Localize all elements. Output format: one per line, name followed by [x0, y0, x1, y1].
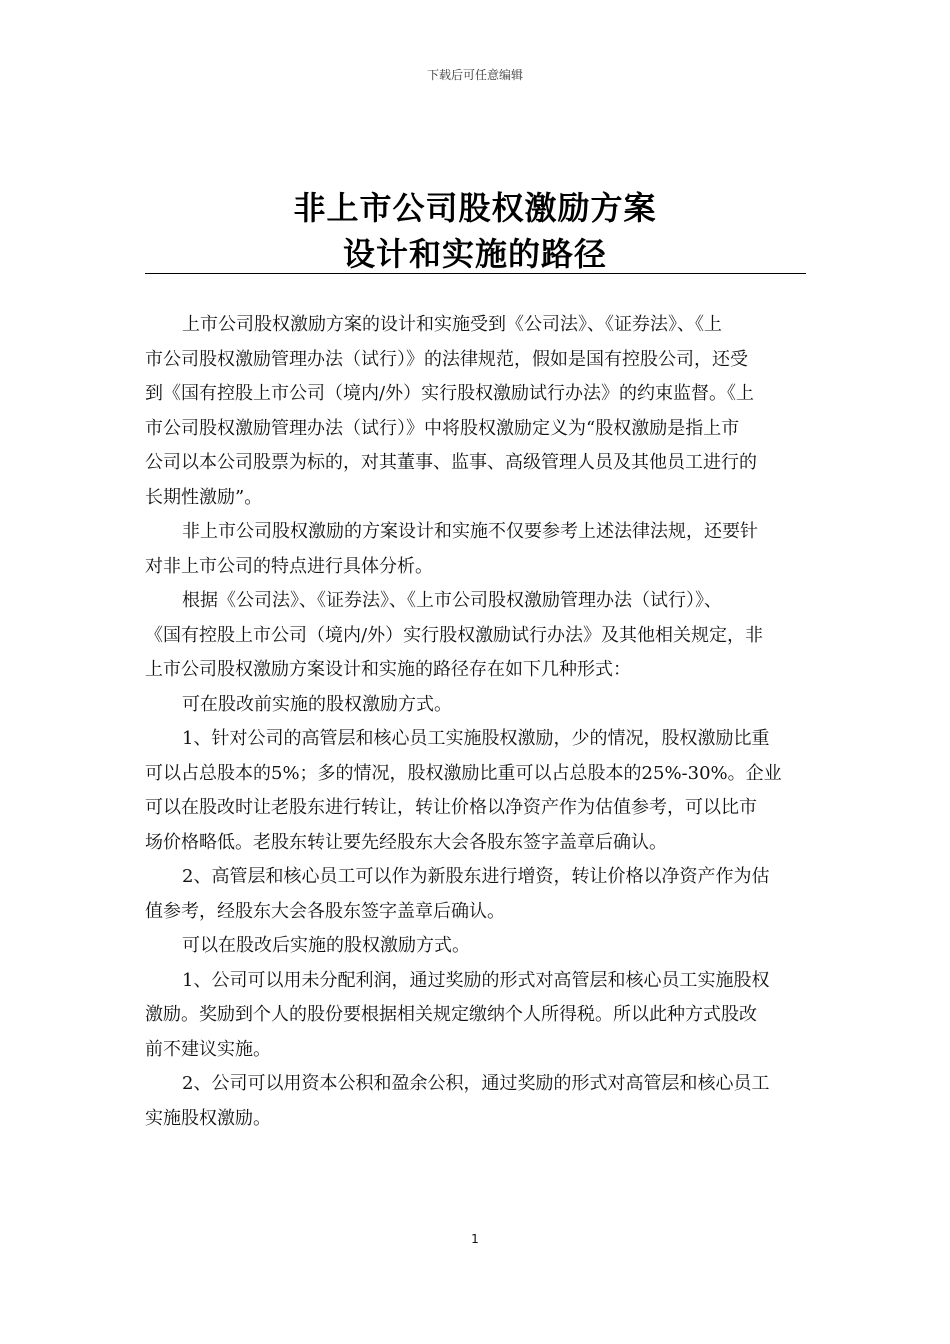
- text-line: 《国有控股上市公司（境内/外）实行股权激励试行办法》及其他相关规定，非: [145, 624, 764, 646]
- document-body: [145, 310, 805, 1138]
- text-line: 市公司股权激励管理办法（试行）》中将股权激励定义为“股权激励是指上市: [145, 417, 740, 439]
- text-line: 可以在股改后实施的股权激励方式。: [182, 935, 470, 956]
- text-line: 上市公司股权激励方案设计和实施的路径存在如下几种形式：: [145, 659, 631, 680]
- text-line: 实施股权激励。: [145, 1107, 271, 1129]
- page-number: 1: [471, 1232, 479, 1246]
- text-line: 可在股改前实施的股权激励方式。: [182, 693, 452, 715]
- text-line: 1、针对公司的高管层和核心员工实施股权激励，少的情况，股权激励比重: [182, 728, 770, 749]
- text-line: 根据《公司法》、《证券法》、《上市公司股权激励管理办法（试行）》、: [182, 590, 722, 611]
- document-title-line1: 非上市公司股权激励方案: [293, 189, 657, 227]
- text-line: 对非上市公司的特点进行具体分析。: [145, 555, 433, 577]
- text-line: 长期性激励”。: [145, 486, 263, 508]
- text-line: 2、高管层和核心员工可以作为新股东进行增资，转让价格以净资产作为估: [182, 866, 770, 887]
- text-line: 非上市公司股权激励的方案设计和实施不仅要参考上述法律法规，还要针: [182, 521, 758, 542]
- text-line: 到《国有控股上市公司（境内/外）实行股权激励试行办法》的约束监督。《上: [145, 383, 755, 404]
- document-title-line2: 设计和实施的路径: [342, 235, 607, 273]
- text-line: 公司以本公司股票为标的，对其董事、监事、高级管理人员及其他员工进行的: [145, 452, 757, 473]
- text-line: 上市公司股权激励方案的设计和实施受到《公司法》、《证券法》、《上: [182, 314, 722, 335]
- text-line: 1、公司可以用未分配利润，通过奖励的形式对高管层和核心员工实施股权: [182, 969, 770, 991]
- text-line: 激励。奖励到个人的股份要根据相关规定缴纳个人所得税。所以此种方式股改: [145, 1004, 757, 1025]
- text-line: 2、公司可以用资本公积和盈余公积，通过奖励的形式对高管层和核心员工: [182, 1073, 770, 1094]
- header-note: 下载后可任意编辑: [426, 68, 523, 82]
- text-line: 可以占总股本的5%；多的情况，股权激励比重可以占总股本的25%-30%。企业: [145, 762, 782, 784]
- title-underline: [145, 273, 806, 274]
- text-line: 前不建议实施。: [145, 1038, 271, 1060]
- text-line: 市公司股权激励管理办法（试行）》的法律规范，假如是国有控股公司，还受: [145, 348, 748, 370]
- text-line: 场价格略低。老股东转让要先经股东大会各股东签字盖章后确认。: [145, 831, 667, 853]
- text-line: 可以在股改时让老股东进行转让，转让价格以净资产作为估值参考，可以比市: [145, 797, 757, 818]
- text-line: 值参考，经股东大会各股东签字盖章后确认。: [145, 900, 505, 922]
